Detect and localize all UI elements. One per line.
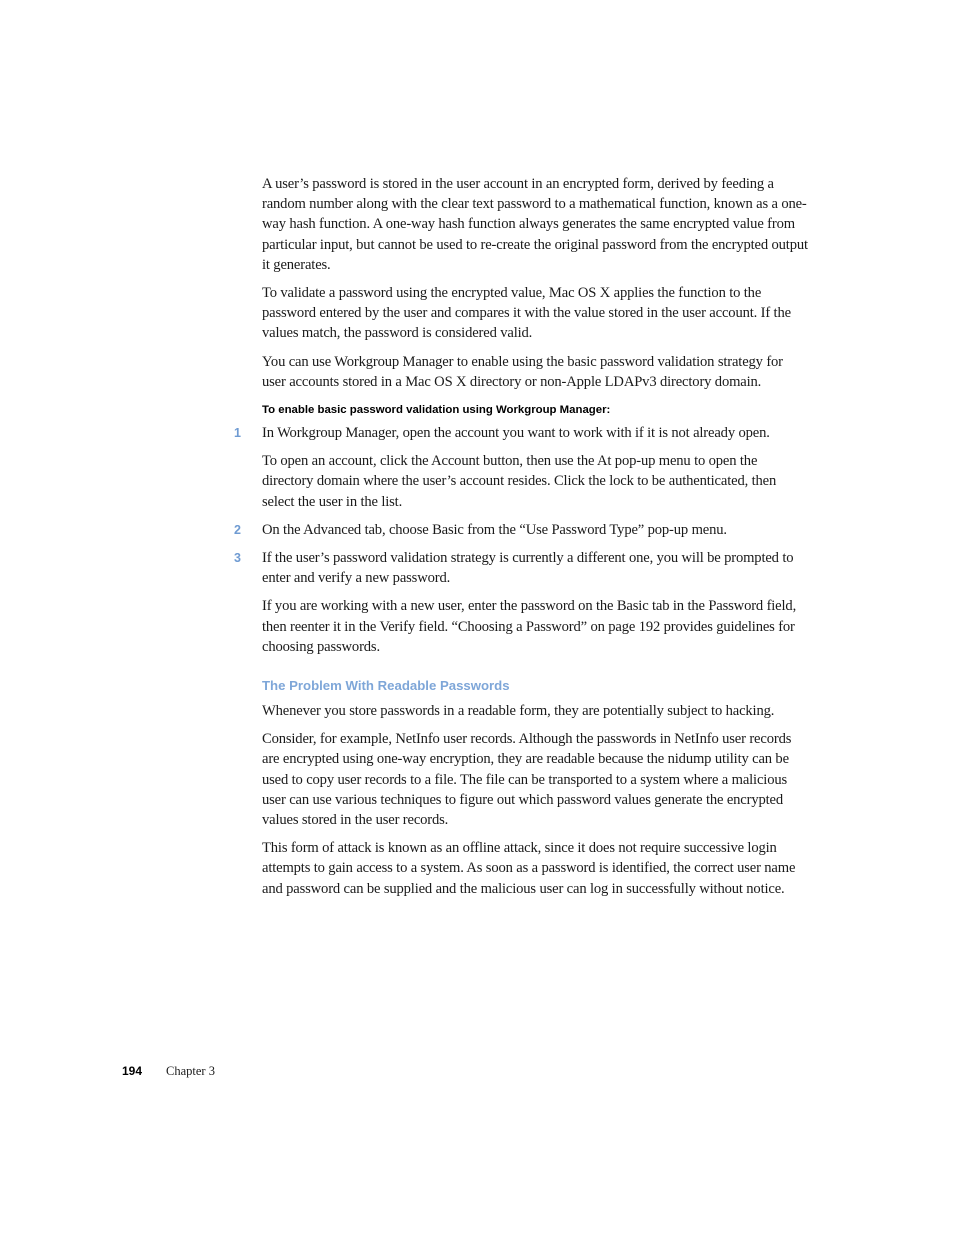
section-heading: The Problem With Readable Passwords: [262, 678, 510, 694]
task-heading: To enable basic password validation using Workgroup Manager:: [262, 404, 611, 417]
intro-paragraph-2: To validate a password using the encrypted value, Mac OS X applies the function to the password entered by the user and compares it with the value stored in the user account. If the values match, the password is considered valid.: [262, 285, 791, 342]
step-text: On the Advanced tab, choose Basic from the “Use Password Type” pop-up menu.: [262, 521, 727, 538]
page-footer: [122, 1063, 215, 1079]
step-3: [234, 548, 808, 588]
section-paragraph-1: Whenever you store passwords in a readable form, they are potentially subject to hacking.: [262, 703, 775, 720]
main-text-column: [234, 174, 808, 907]
section-paragraph-2: Consider, for example, NetInfo user records. Although the passwords in NetInfo user records are encrypted using one-way encryption, they are readable because the nidump utility can be used to copy user records to a file. The file can be transported to a system where a malicious user can use various techniques to figure out which password values generate the encrypted values stored in the user records.: [262, 731, 792, 829]
step-text: In Workgroup Manager, open the account you want to work with if it is not already open.: [262, 425, 770, 442]
chapter-label: Chapter 3: [166, 1064, 215, 1078]
step-1-note: To open an account, click the Account button, then use the At pop-up menu to open the directory domain where the user’s account resides. Click the lock to be authenticated, then select the user in the list.: [262, 453, 777, 510]
step-2: [234, 520, 808, 540]
page-number: 194: [122, 1064, 143, 1078]
step-number: 1: [234, 426, 241, 441]
section-paragraph-3: This form of attack is known as an offline attack, since it does not require successive login attempts to gain access to a system. As soon as a password is identified, the correct user name and password can be supplied and the malicious user can log in successfully without notice.: [262, 840, 796, 897]
step-1: [234, 423, 808, 443]
step-text: If the user’s password validation strategy is currently a different one, you will be prompted to enter and verify a new password.: [262, 550, 794, 587]
step-3-note: If you are working with a new user, enter the password on the Basic tab in the Password field, then reenter it in the Verify field. “Choosing a Password” on page 192 provides guidelines for choosing passwords.: [262, 598, 797, 655]
step-number: 2: [234, 522, 241, 537]
intro-paragraph-3: You can use Workgroup Manager to enable using the basic password validation strategy for user accounts stored in a Mac OS X directory or non-Apple LDAPv3 directory domain.: [262, 353, 783, 390]
intro-paragraph-1: A user’s password is stored in the user account in an encrypted form, derived by feeding a random number along with the clear text password to a mathematical function, known as a one-way hash function. A one-way hash function always generates the same encrypted value from particular input, but cannot be used to re-create the original password from the encrypted output it generates.: [262, 176, 808, 273]
step-number: 3: [234, 551, 241, 566]
